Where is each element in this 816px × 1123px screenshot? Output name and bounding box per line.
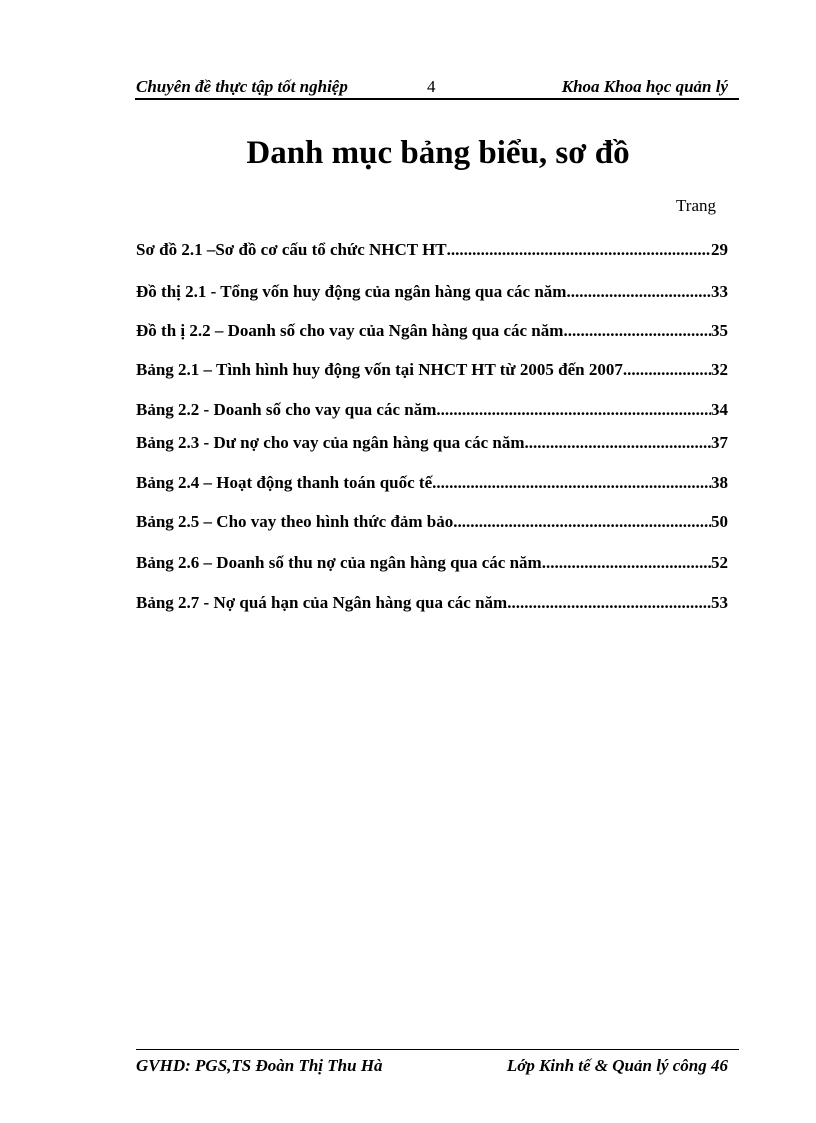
toc-entry-title: Đồ thị 2.1 - Tổng vốn huy động của ngân hàng qua các năm	[136, 282, 567, 301]
toc-leader	[436, 399, 711, 421]
header-document-type: Chuyên đề thực tập tốt nghiệp	[136, 77, 348, 96]
page-header	[136, 76, 740, 98]
toc-entry-title: Bảng 2.5 – Cho vay theo hình thức đảm bảo	[136, 512, 454, 531]
toc-entry	[136, 281, 728, 303]
toc-entry-title: Bảng 2.1 – Tình hình huy động vốn tại NHCT HT từ 2005 đến 2007	[136, 360, 623, 379]
toc-entry-title: Sơ đồ 2.1 –Sơ đồ cơ cấu tổ chức NHCT HT	[136, 240, 447, 259]
toc-leader	[525, 432, 712, 454]
toc-leader	[623, 359, 711, 381]
toc-entry	[136, 511, 728, 533]
toc-entry-page: 34	[711, 400, 728, 419]
header-rule	[135, 98, 739, 100]
page-title: Danh mục bảng biểu, sơ đồ	[246, 135, 630, 171]
toc-entry	[136, 552, 728, 574]
toc-entry-title: Bảng 2.4 – Hoạt động thanh toán quốc tế	[136, 473, 433, 492]
page-footer	[136, 1055, 728, 1077]
toc-entry	[136, 239, 728, 261]
toc-entry	[136, 432, 728, 454]
toc-entry-page: 32	[711, 360, 728, 379]
toc-entry-page: 37	[711, 433, 728, 452]
toc-entry-page: 35	[711, 321, 728, 340]
toc-entry	[136, 399, 728, 421]
toc-entry	[136, 320, 728, 342]
toc-entry-page: 50	[711, 512, 728, 531]
page-column-label: Trang	[676, 196, 716, 215]
toc-entry-page: 53	[711, 593, 728, 612]
toc-entry-title: Bảng 2.6 – Doanh số thu nợ của ngân hàng qua các năm	[136, 553, 542, 572]
toc-entry-page: 52	[711, 553, 728, 572]
toc-leader	[566, 281, 711, 303]
toc-leader	[507, 592, 711, 614]
toc-leader	[432, 472, 711, 494]
header-page-number: 4	[427, 77, 436, 96]
footer-class: Lớp Kinh tế & Quản lý công 46	[506, 1056, 728, 1075]
toc-entry-page: 33	[711, 282, 728, 301]
toc-entry-title: Bảng 2.2 - Doanh số cho vay qua các năm	[136, 400, 437, 419]
toc-entry-page: 29	[711, 240, 728, 259]
toc-entry-page: 38	[711, 473, 728, 492]
footer-supervisor: GVHD: PGS,TS Đoàn Thị Thu Hà	[136, 1056, 383, 1075]
toc-entry-title: Bảng 2.7 - Nợ quá hạn của Ngân hàng qua các năm	[136, 593, 508, 612]
toc-leader	[453, 511, 711, 533]
header-faculty: Khoa Khoa học quản lý	[561, 77, 728, 96]
toc-leader	[563, 320, 711, 342]
toc-entry	[136, 359, 728, 381]
toc-leader	[542, 552, 711, 574]
footer-rule	[136, 1049, 739, 1050]
toc-entry-title: Bảng 2.3 - Dư nợ cho vay của ngân hàng qua các năm	[136, 433, 525, 452]
toc-entry-title: Đồ th ị 2.2 – Doanh số cho vay của Ngân hàng qua các năm	[136, 321, 564, 340]
toc-entry	[136, 472, 728, 494]
toc-leader	[447, 239, 711, 261]
toc-entry	[136, 592, 728, 614]
